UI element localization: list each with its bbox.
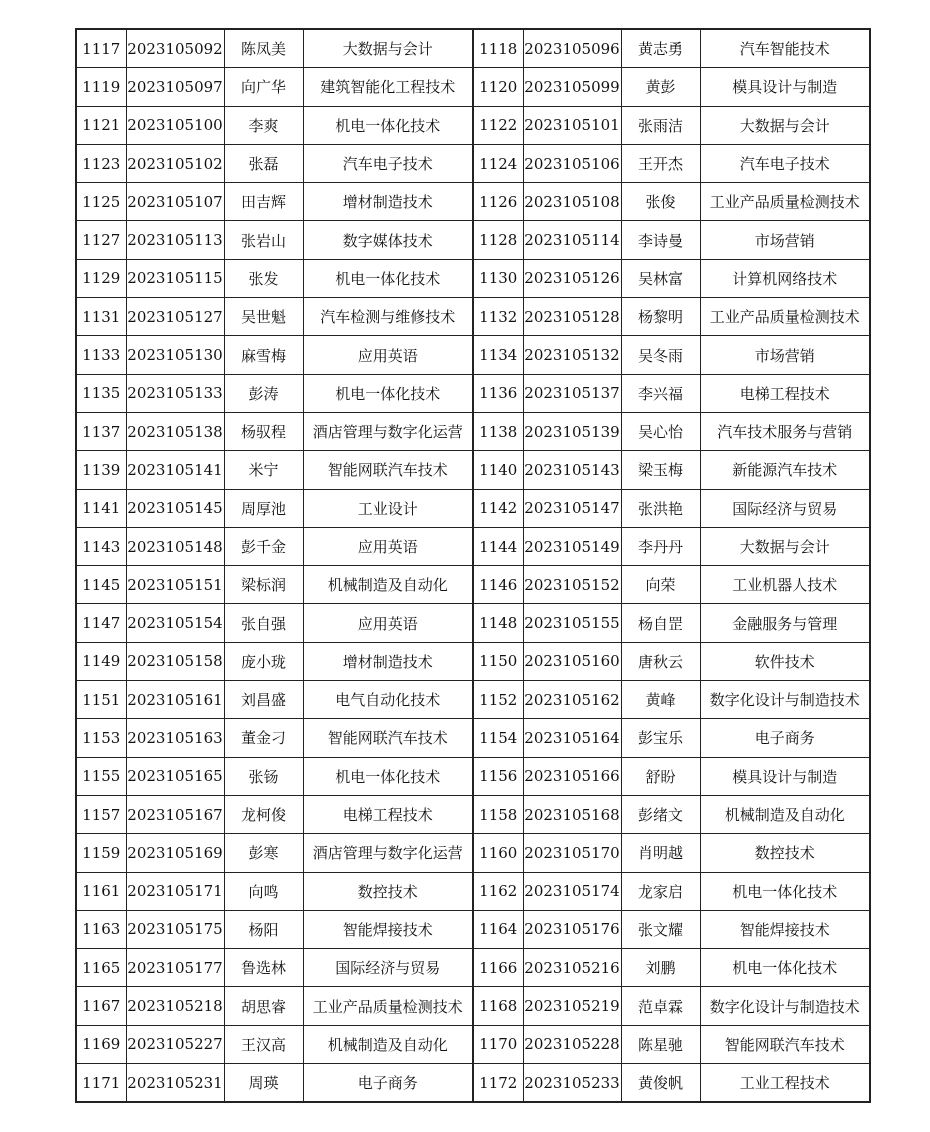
seq-no-cell: 1141 (76, 489, 126, 527)
major-cell: 电子商务 (700, 719, 870, 757)
major-cell: 汽车电子技术 (700, 144, 870, 182)
seq-no-cell: 1156 (473, 757, 523, 795)
table-row (76, 527, 870, 565)
student-id-cell: 2023105165 (126, 757, 224, 795)
student-id-cell: 2023105092 (126, 29, 224, 68)
student-id-cell: 2023105164 (523, 719, 621, 757)
seq-no-cell: 1158 (473, 795, 523, 833)
major-cell: 机械制造及自动化 (700, 795, 870, 833)
major-cell: 工业产品质量检测技术 (700, 298, 870, 336)
major-cell: 新能源汽车技术 (700, 451, 870, 489)
student-name-cell: 黄彭 (621, 68, 700, 106)
major-cell: 汽车电子技术 (303, 144, 473, 182)
seq-no-cell: 1149 (76, 642, 126, 680)
major-cell: 应用英语 (303, 336, 473, 374)
seq-no-cell: 1153 (76, 719, 126, 757)
student-id-cell: 2023105115 (126, 259, 224, 297)
student-name-cell: 田吉辉 (224, 183, 303, 221)
student-name-cell: 梁玉梅 (621, 451, 700, 489)
student-id-cell: 2023105176 (523, 910, 621, 948)
major-cell: 国际经济与贸易 (700, 489, 870, 527)
student-name-cell: 彭千金 (224, 527, 303, 565)
seq-no-cell: 1161 (76, 872, 126, 910)
student-id-cell: 2023105148 (126, 527, 224, 565)
major-cell: 数控技术 (303, 872, 473, 910)
student-id-cell: 2023105152 (523, 566, 621, 604)
seq-no-cell: 1128 (473, 221, 523, 259)
seq-no-cell: 1168 (473, 987, 523, 1025)
major-cell: 应用英语 (303, 604, 473, 642)
student-id-cell: 2023105130 (126, 336, 224, 374)
student-name-cell: 黄峰 (621, 681, 700, 719)
seq-no-cell: 1142 (473, 489, 523, 527)
roster-table (75, 28, 871, 1103)
major-cell: 机电一体化技术 (303, 374, 473, 412)
student-id-cell: 2023105216 (523, 949, 621, 987)
seq-no-cell: 1126 (473, 183, 523, 221)
student-name-cell: 胡思睿 (224, 987, 303, 1025)
major-cell: 增材制造技术 (303, 183, 473, 221)
seq-no-cell: 1163 (76, 910, 126, 948)
seq-no-cell: 1119 (76, 68, 126, 106)
major-cell: 机电一体化技术 (303, 106, 473, 144)
seq-no-cell: 1134 (473, 336, 523, 374)
major-cell: 机电一体化技术 (303, 757, 473, 795)
student-name-cell: 张雨洁 (621, 106, 700, 144)
major-cell: 机电一体化技术 (700, 872, 870, 910)
seq-no-cell: 1159 (76, 834, 126, 872)
major-cell: 电子商务 (303, 1064, 473, 1103)
major-cell: 增材制造技术 (303, 642, 473, 680)
seq-no-cell: 1155 (76, 757, 126, 795)
seq-no-cell: 1147 (76, 604, 126, 642)
student-id-cell: 2023105171 (126, 872, 224, 910)
seq-no-cell: 1121 (76, 106, 126, 144)
student-id-cell: 2023105127 (126, 298, 224, 336)
student-name-cell: 周厚池 (224, 489, 303, 527)
seq-no-cell: 1137 (76, 412, 126, 450)
student-id-cell: 2023105166 (523, 757, 621, 795)
table-row (76, 910, 870, 948)
student-name-cell: 范卓霖 (621, 987, 700, 1025)
student-id-cell: 2023105149 (523, 527, 621, 565)
seq-no-cell: 1139 (76, 451, 126, 489)
student-id-cell: 2023105219 (523, 987, 621, 1025)
student-id-cell: 2023105107 (126, 183, 224, 221)
major-cell: 汽车技术服务与营销 (700, 412, 870, 450)
student-id-cell: 2023105161 (126, 681, 224, 719)
table-row (76, 719, 870, 757)
student-id-cell: 2023105097 (126, 68, 224, 106)
major-cell: 机电一体化技术 (700, 949, 870, 987)
major-cell: 软件技术 (700, 642, 870, 680)
student-id-cell: 2023105231 (126, 1064, 224, 1103)
student-name-cell: 吴冬雨 (621, 336, 700, 374)
student-id-cell: 2023105147 (523, 489, 621, 527)
seq-no-cell: 1164 (473, 910, 523, 948)
student-id-cell: 2023105170 (523, 834, 621, 872)
table-row (76, 795, 870, 833)
student-name-cell: 张文耀 (621, 910, 700, 948)
seq-no-cell: 1117 (76, 29, 126, 68)
student-id-cell: 2023105138 (126, 412, 224, 450)
student-id-cell: 2023105175 (126, 910, 224, 948)
student-id-cell: 2023105102 (126, 144, 224, 182)
seq-no-cell: 1136 (473, 374, 523, 412)
student-name-cell: 王汉高 (224, 1025, 303, 1063)
table-row (76, 566, 870, 604)
seq-no-cell: 1166 (473, 949, 523, 987)
table-row (76, 681, 870, 719)
major-cell: 应用英语 (303, 527, 473, 565)
student-id-cell: 2023105167 (126, 795, 224, 833)
student-id-cell: 2023105162 (523, 681, 621, 719)
student-id-cell: 2023105096 (523, 29, 621, 68)
student-id-cell: 2023105101 (523, 106, 621, 144)
student-id-cell: 2023105163 (126, 719, 224, 757)
table-row (76, 834, 870, 872)
student-id-cell: 2023105139 (523, 412, 621, 450)
student-id-cell: 2023105228 (523, 1025, 621, 1063)
table-row (76, 604, 870, 642)
student-name-cell: 杨黎明 (621, 298, 700, 336)
seq-no-cell: 1123 (76, 144, 126, 182)
seq-no-cell: 1125 (76, 183, 126, 221)
major-cell: 数字媒体技术 (303, 221, 473, 259)
major-cell: 酒店管理与数字化运营 (303, 412, 473, 450)
table-row (76, 68, 870, 106)
table-row (76, 106, 870, 144)
major-cell: 计算机网络技术 (700, 259, 870, 297)
major-cell: 汽车智能技术 (700, 29, 870, 68)
student-name-cell: 李丹丹 (621, 527, 700, 565)
seq-no-cell: 1151 (76, 681, 126, 719)
seq-no-cell: 1144 (473, 527, 523, 565)
student-id-cell: 2023105099 (523, 68, 621, 106)
major-cell: 智能网联汽车技术 (700, 1025, 870, 1063)
student-name-cell: 彭宝乐 (621, 719, 700, 757)
major-cell: 智能网联汽车技术 (303, 451, 473, 489)
table-row (76, 221, 870, 259)
seq-no-cell: 1171 (76, 1064, 126, 1103)
seq-no-cell: 1129 (76, 259, 126, 297)
major-cell: 工业产品质量检测技术 (700, 183, 870, 221)
student-name-cell: 肖明越 (621, 834, 700, 872)
student-id-cell: 2023105100 (126, 106, 224, 144)
roster-body (76, 29, 870, 1102)
student-id-cell: 2023105126 (523, 259, 621, 297)
major-cell: 模具设计与制造 (700, 757, 870, 795)
table-row (76, 987, 870, 1025)
major-cell: 电梯工程技术 (700, 374, 870, 412)
table-row (76, 949, 870, 987)
table-row (76, 183, 870, 221)
seq-no-cell: 1118 (473, 29, 523, 68)
major-cell: 数控技术 (700, 834, 870, 872)
major-cell: 机械制造及自动化 (303, 1025, 473, 1063)
seq-no-cell: 1146 (473, 566, 523, 604)
student-name-cell: 张自强 (224, 604, 303, 642)
student-id-cell: 2023105177 (126, 949, 224, 987)
student-name-cell: 龙柯俊 (224, 795, 303, 833)
student-name-cell: 黄志勇 (621, 29, 700, 68)
student-name-cell: 庞小珑 (224, 642, 303, 680)
table-row (76, 336, 870, 374)
table-row (76, 757, 870, 795)
student-name-cell: 陈星驰 (621, 1025, 700, 1063)
table-row (76, 259, 870, 297)
major-cell: 市场营销 (700, 221, 870, 259)
major-cell: 工业设计 (303, 489, 473, 527)
major-cell: 电气自动化技术 (303, 681, 473, 719)
table-row (76, 298, 870, 336)
student-name-cell: 彭寒 (224, 834, 303, 872)
student-name-cell: 向荣 (621, 566, 700, 604)
student-id-cell: 2023105114 (523, 221, 621, 259)
student-name-cell: 唐秋云 (621, 642, 700, 680)
student-id-cell: 2023105154 (126, 604, 224, 642)
student-id-cell: 2023105168 (523, 795, 621, 833)
student-id-cell: 2023105155 (523, 604, 621, 642)
seq-no-cell: 1167 (76, 987, 126, 1025)
seq-no-cell: 1150 (473, 642, 523, 680)
major-cell: 大数据与会计 (700, 106, 870, 144)
student-name-cell: 张磊 (224, 144, 303, 182)
seq-no-cell: 1127 (76, 221, 126, 259)
major-cell: 市场营销 (700, 336, 870, 374)
major-cell: 数字化设计与制造技术 (700, 681, 870, 719)
major-cell: 电梯工程技术 (303, 795, 473, 833)
major-cell: 机电一体化技术 (303, 259, 473, 297)
major-cell: 酒店管理与数字化运营 (303, 834, 473, 872)
major-cell: 工业机器人技术 (700, 566, 870, 604)
student-id-cell: 2023105106 (523, 144, 621, 182)
student-id-cell: 2023105158 (126, 642, 224, 680)
student-name-cell: 彭涛 (224, 374, 303, 412)
student-id-cell: 2023105227 (126, 1025, 224, 1063)
major-cell: 智能焊接技术 (303, 910, 473, 948)
student-id-cell: 2023105169 (126, 834, 224, 872)
seq-no-cell: 1157 (76, 795, 126, 833)
student-name-cell: 刘昌盛 (224, 681, 303, 719)
table-row (76, 1064, 870, 1103)
major-cell: 汽车检测与维修技术 (303, 298, 473, 336)
student-name-cell: 梁标润 (224, 566, 303, 604)
student-id-cell: 2023105141 (126, 451, 224, 489)
major-cell: 建筑智能化工程技术 (303, 68, 473, 106)
student-name-cell: 杨阳 (224, 910, 303, 948)
seq-no-cell: 1152 (473, 681, 523, 719)
student-name-cell: 刘鹏 (621, 949, 700, 987)
table-row (76, 451, 870, 489)
student-name-cell: 董金刁 (224, 719, 303, 757)
student-name-cell: 向广华 (224, 68, 303, 106)
student-id-cell: 2023105113 (126, 221, 224, 259)
student-id-cell: 2023105151 (126, 566, 224, 604)
table-row (76, 642, 870, 680)
table-row (76, 29, 870, 68)
student-name-cell: 黄俊帆 (621, 1064, 700, 1103)
seq-no-cell: 1122 (473, 106, 523, 144)
student-name-cell: 张钖 (224, 757, 303, 795)
seq-no-cell: 1120 (473, 68, 523, 106)
student-name-cell: 吴世魁 (224, 298, 303, 336)
student-name-cell: 杨驭程 (224, 412, 303, 450)
major-cell: 智能网联汽车技术 (303, 719, 473, 757)
student-name-cell: 李诗曼 (621, 221, 700, 259)
student-name-cell: 彭绪文 (621, 795, 700, 833)
student-id-cell: 2023105218 (126, 987, 224, 1025)
seq-no-cell: 1154 (473, 719, 523, 757)
seq-no-cell: 1160 (473, 834, 523, 872)
seq-no-cell: 1133 (76, 336, 126, 374)
student-name-cell: 李爽 (224, 106, 303, 144)
major-cell: 工业产品质量检测技术 (303, 987, 473, 1025)
major-cell: 智能焊接技术 (700, 910, 870, 948)
seq-no-cell: 1172 (473, 1064, 523, 1103)
student-name-cell: 张发 (224, 259, 303, 297)
student-name-cell: 吴林富 (621, 259, 700, 297)
seq-no-cell: 1131 (76, 298, 126, 336)
major-cell: 模具设计与制造 (700, 68, 870, 106)
seq-no-cell: 1143 (76, 527, 126, 565)
student-name-cell: 张岩山 (224, 221, 303, 259)
student-id-cell: 2023105128 (523, 298, 621, 336)
student-id-cell: 2023105160 (523, 642, 621, 680)
seq-no-cell: 1170 (473, 1025, 523, 1063)
student-id-cell: 2023105145 (126, 489, 224, 527)
major-cell: 国际经济与贸易 (303, 949, 473, 987)
major-cell: 数字化设计与制造技术 (700, 987, 870, 1025)
major-cell: 大数据与会计 (303, 29, 473, 68)
table-row (76, 489, 870, 527)
seq-no-cell: 1148 (473, 604, 523, 642)
student-name-cell: 鲁选林 (224, 949, 303, 987)
student-name-cell: 向鸣 (224, 872, 303, 910)
student-id-cell: 2023105143 (523, 451, 621, 489)
student-name-cell: 龙家启 (621, 872, 700, 910)
seq-no-cell: 1138 (473, 412, 523, 450)
seq-no-cell: 1124 (473, 144, 523, 182)
seq-no-cell: 1132 (473, 298, 523, 336)
seq-no-cell: 1169 (76, 1025, 126, 1063)
student-name-cell: 张俊 (621, 183, 700, 221)
student-name-cell: 吴心怡 (621, 412, 700, 450)
major-cell: 大数据与会计 (700, 527, 870, 565)
student-name-cell: 李兴福 (621, 374, 700, 412)
student-name-cell: 陈凤美 (224, 29, 303, 68)
student-name-cell: 杨自罡 (621, 604, 700, 642)
student-id-cell: 2023105108 (523, 183, 621, 221)
student-name-cell: 王开杰 (621, 144, 700, 182)
student-id-cell: 2023105137 (523, 374, 621, 412)
student-id-cell: 2023105174 (523, 872, 621, 910)
seq-no-cell: 1165 (76, 949, 126, 987)
seq-no-cell: 1162 (473, 872, 523, 910)
seq-no-cell: 1145 (76, 566, 126, 604)
table-row (76, 1025, 870, 1063)
table-row (76, 144, 870, 182)
student-name-cell: 张洪艳 (621, 489, 700, 527)
student-id-cell: 2023105233 (523, 1064, 621, 1103)
seq-no-cell: 1135 (76, 374, 126, 412)
student-name-cell: 麻雪梅 (224, 336, 303, 374)
table-row (76, 412, 870, 450)
student-name-cell: 舒盼 (621, 757, 700, 795)
student-name-cell: 周瑛 (224, 1064, 303, 1103)
student-id-cell: 2023105133 (126, 374, 224, 412)
seq-no-cell: 1130 (473, 259, 523, 297)
student-name-cell: 米宁 (224, 451, 303, 489)
seq-no-cell: 1140 (473, 451, 523, 489)
major-cell: 工业工程技术 (700, 1064, 870, 1103)
major-cell: 金融服务与管理 (700, 604, 870, 642)
table-row (76, 374, 870, 412)
table-row (76, 872, 870, 910)
student-id-cell: 2023105132 (523, 336, 621, 374)
major-cell: 机械制造及自动化 (303, 566, 473, 604)
